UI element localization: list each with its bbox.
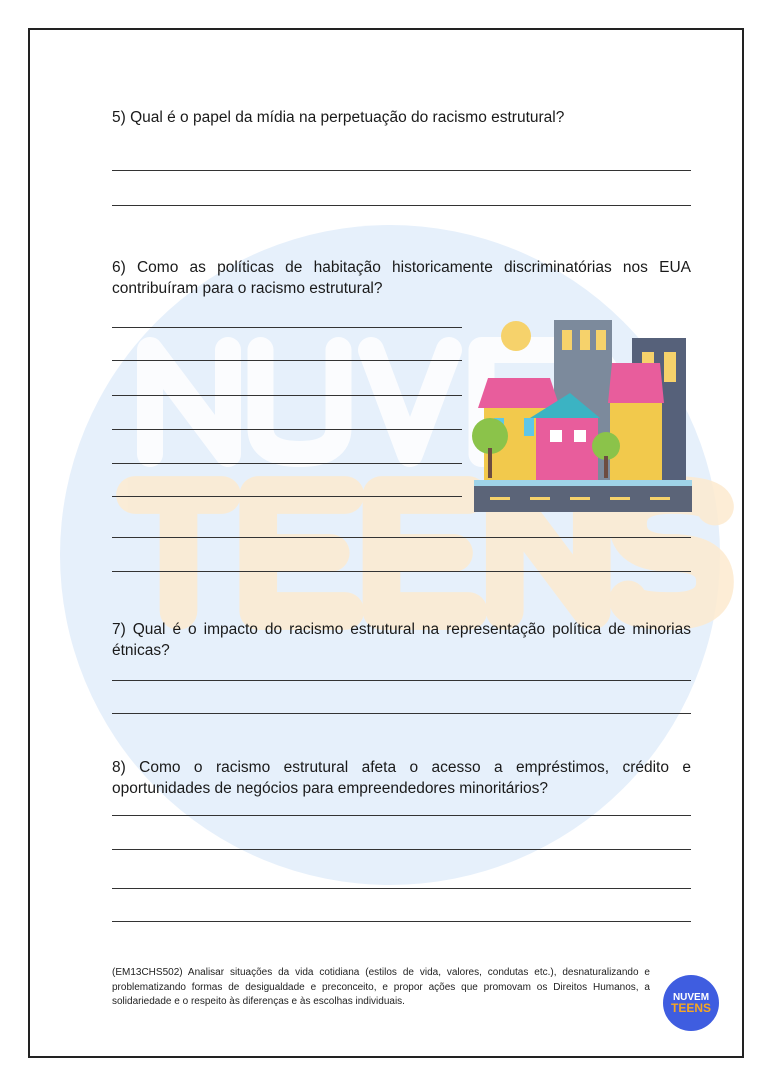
question-7: 7) Qual é o impacto do racismo estrutural na representação política de minorias étnicas?: [112, 621, 691, 659]
nuvem-teens-logo: [663, 975, 719, 1031]
answer-line[interactable]: [112, 496, 462, 497]
answer-line[interactable]: [112, 921, 691, 922]
logo-nuvem: NUVEM: [672, 992, 710, 1003]
answer-line[interactable]: [112, 463, 462, 464]
answer-line[interactable]: [112, 888, 691, 889]
answer-line[interactable]: [112, 713, 691, 714]
question-6: 6) Como as políticas de habitação historicamente discriminatórias nos EUA contribuíram para o racismo estrutural?: [112, 259, 691, 297]
answer-line[interactable]: [112, 360, 462, 361]
answer-line[interactable]: [112, 429, 462, 430]
city-buildings-illustration: [470, 318, 692, 513]
answer-line[interactable]: [112, 395, 462, 396]
question-5: 5) Qual é o papel da mídia na perpetuação do racismo estrutural?: [112, 109, 565, 126]
answer-line[interactable]: [112, 205, 691, 206]
logo-teens: TEENS: [670, 1001, 711, 1015]
answer-line[interactable]: [112, 849, 691, 850]
answer-line[interactable]: [112, 170, 691, 171]
answer-line[interactable]: [112, 680, 691, 681]
footer-competency-text: (EM13CHS502) Analisar situações da vida cotidiana (estilos de vida, valores, condutas etc.), desnaturalizando e problematizando formas de desigualdade e preconceito, e propor ações que promovam os Direitos Humanos, a solidariedade e o respeito às diferenças e às escolhas individuais.: [112, 967, 650, 1007]
answer-line[interactable]: [112, 537, 691, 538]
answer-line[interactable]: [112, 815, 691, 816]
question-8: 8) Como o racismo estrutural afeta o acesso a empréstimos, crédito e oportunidades de negócios para empreendedores minoritários?: [112, 759, 691, 797]
answer-line[interactable]: [112, 327, 462, 328]
answer-line[interactable]: [112, 571, 691, 572]
